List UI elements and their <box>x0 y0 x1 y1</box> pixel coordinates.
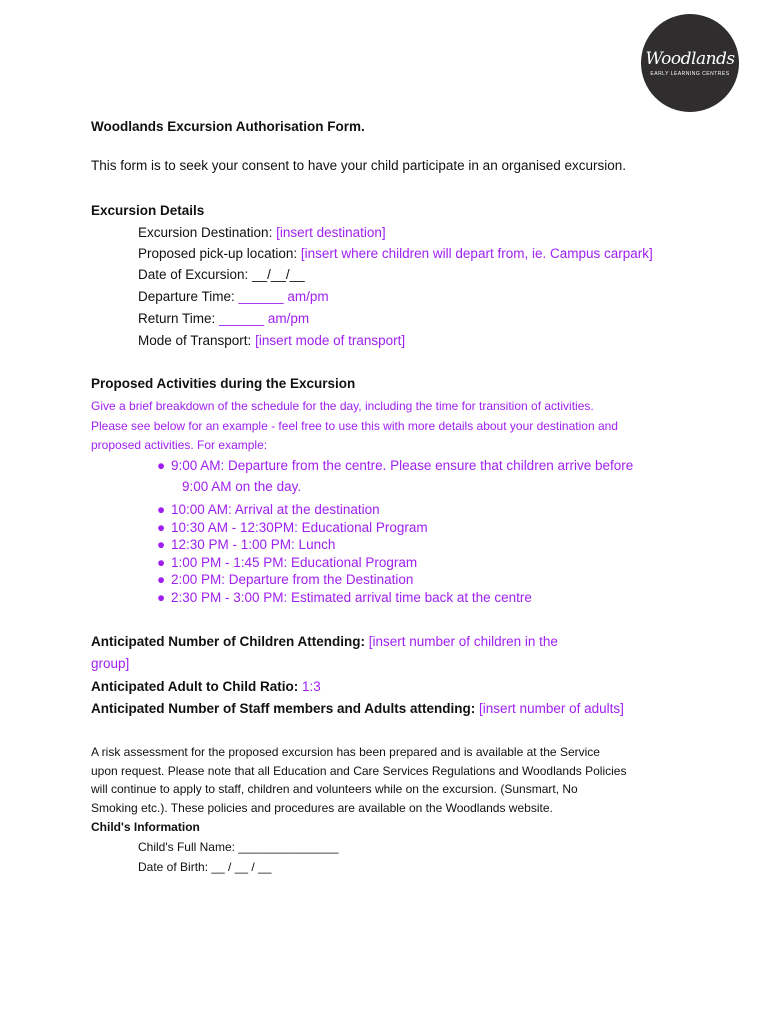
logo-script-text: Woodlands <box>645 48 735 69</box>
date-line: Date of Excursion: __/__/__ <box>138 267 305 282</box>
departure-label: Departure Time: <box>138 289 235 304</box>
activity-text: 9:00 AM: Departure from the centre. Please ensure that children arrive before <box>171 458 634 473</box>
intro-text: This form is to seek your consent to have your child participate in an organised excursion. <box>91 158 627 173</box>
staff-line <box>91 700 624 718</box>
children-count-label: Anticipated Number of Children Attending: <box>91 634 365 649</box>
activity-item <box>157 502 380 517</box>
destination-label: Excursion Destination: <box>138 225 273 240</box>
staff-value: [insert number of adults] <box>479 701 624 716</box>
risk-text-1: A risk assessment for the proposed excursion has been prepared and is available at the Service <box>91 745 600 759</box>
bullet-icon: ● <box>157 520 166 535</box>
activity-item-continuation: 9:00 AM on the day. <box>182 479 302 494</box>
excursion-details-heading: Excursion Details <box>91 203 205 218</box>
risk-text-3: will continue to apply to staff, children and volunteers while on the excursion. (Sunsmart, No <box>91 782 578 796</box>
activity-text: 2:00 PM: Departure from the Destination <box>171 572 414 587</box>
transport-line <box>138 332 405 350</box>
activities-heading: Proposed Activities during the Excursion <box>91 376 356 391</box>
activities-note-2: Please see below for an example - feel free to use this with more details about your destination and <box>91 419 618 433</box>
departure-line <box>138 288 329 306</box>
logo-subtext: EARLY LEARNING CENTRES <box>650 70 730 77</box>
return-value: ______ am/pm <box>219 311 310 326</box>
activity-item <box>157 555 417 570</box>
activity-item <box>157 458 633 473</box>
ratio-value: 1:3 <box>302 679 321 694</box>
activities-note-1: Give a brief breakdown of the schedule for the day, including the time for transition of activities. <box>91 399 594 413</box>
risk-text-2: upon request. Please note that all Education and Care Services Regulations and Woodlands Policies <box>91 764 627 778</box>
activity-item <box>157 572 413 587</box>
ratio-label: Anticipated Adult to Child Ratio: <box>91 679 299 694</box>
destination-line <box>138 224 386 242</box>
pickup-value: [insert where children will depart from, ie. Campus carpark] <box>300 246 653 261</box>
bullet-icon: ● <box>157 458 166 473</box>
staff-label: Anticipated Number of Staff members and Adults attending: <box>91 701 476 716</box>
pickup-label: Proposed pick-up location: <box>138 246 298 261</box>
form-title: Woodlands Excursion Authorisation Form. <box>91 119 365 134</box>
activity-text: 2:30 PM - 3:00 PM: Estimated arrival time back at the centre <box>171 590 532 605</box>
activity-text: 12:30 PM - 1:00 PM: Lunch <box>171 537 336 552</box>
bullet-icon: ● <box>157 537 166 552</box>
child-info-heading: Child's Information <box>91 820 200 834</box>
activity-text: 10:00 AM: Arrival at the destination <box>171 502 380 517</box>
child-name-line: Child's Full Name: _______________ <box>138 840 339 854</box>
woodlands-logo <box>641 14 739 112</box>
activity-text: 1:00 PM - 1:45 PM: Educational Program <box>171 555 418 570</box>
bullet-icon: ● <box>157 555 166 570</box>
departure-value: ______ am/pm <box>238 289 329 304</box>
transport-value: [insert mode of transport] <box>255 333 406 348</box>
destination-value: [insert destination] <box>276 225 386 240</box>
children-count-value-cont: group] <box>91 656 130 671</box>
pickup-line <box>138 245 653 263</box>
activities-note-3: proposed activities. For example: <box>91 438 268 452</box>
ratio-line <box>91 678 321 696</box>
activity-item <box>157 590 532 605</box>
child-dob-line: Date of Birth: __ / __ / __ <box>138 860 272 874</box>
risk-text-4: Smoking etc.). These policies and procedures are available on the Woodlands website. <box>91 801 553 815</box>
children-count-value: [insert number of children in the <box>368 634 558 649</box>
return-line <box>138 310 309 328</box>
children-count-line <box>91 633 558 651</box>
activity-item <box>157 537 335 552</box>
transport-label: Mode of Transport: <box>138 333 252 348</box>
bullet-icon: ● <box>157 590 166 605</box>
activity-item <box>157 520 428 535</box>
bullet-icon: ● <box>157 572 166 587</box>
return-label: Return Time: <box>138 311 216 326</box>
activity-text: 10:30 AM - 12:30PM: Educational Program <box>171 520 428 535</box>
bullet-icon: ● <box>157 502 166 517</box>
